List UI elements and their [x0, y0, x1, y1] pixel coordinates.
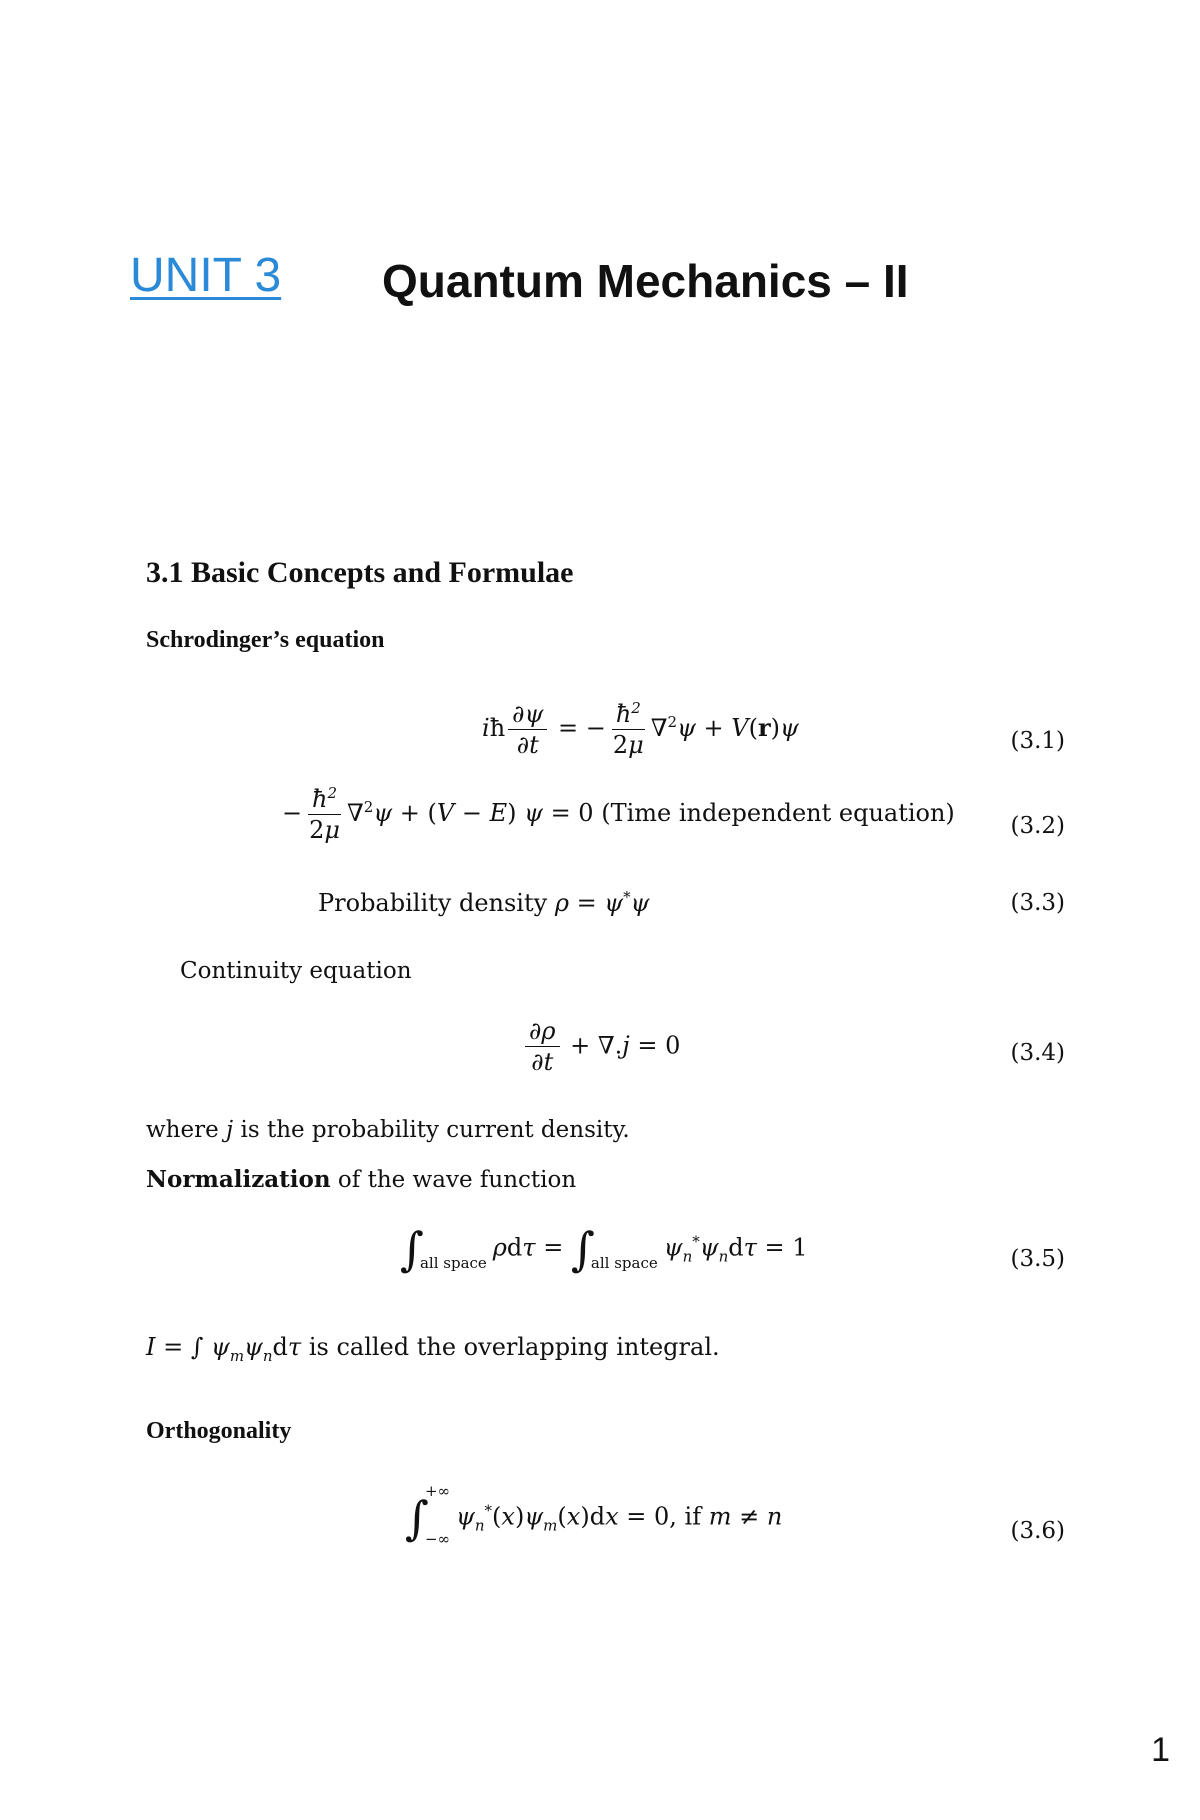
orthogonality-heading: Orthogonality [146, 1418, 292, 1444]
equation-label-3-1: (3.1) [1010, 728, 1065, 754]
unit-label-link[interactable]: UNIT 3 [130, 249, 282, 302]
equation-3-6: ∫ +∞ −∞ $\psi_n^*(x)\psi_m(x)dx = 0$, if m ≠ n [405, 1482, 783, 1548]
equation-label-3-6: (3.6) [1010, 1518, 1065, 1544]
schrodinger-heading: Schrodinger’s equation [146, 627, 385, 653]
equation-label-3-5: (3.5) [1010, 1246, 1065, 1272]
equation-label-3-4: (3.4) [1010, 1040, 1065, 1066]
normalization-heading: Normalization of the wave function [146, 1166, 577, 1193]
section-heading: 3.1 Basic Concepts and Formulae [146, 556, 574, 589]
equation-3-4: $\frac{\partial\rho}{\partial t}$ + ∇.j = 0 [522, 1018, 680, 1076]
equation-3-1: iħ $\frac{\partial\psi}{\partial t}$ = − $\frac{ħ^2}{2\mu}$ ∇$^2$ψ + V(r)ψ [482, 699, 799, 760]
continuity-heading: Continuity equation [180, 958, 412, 984]
equation-label-3-2: (3.2) [1010, 813, 1065, 839]
equation-3-3: Probability density ρ = ψ*ψ [318, 888, 650, 917]
page-number: 1 [1151, 1731, 1170, 1769]
equation-3-2: − $\frac{ħ^2}{2\mu}$ ∇$^2$ψ + (V − E) ψ = 0 (Time independent equation) [282, 784, 955, 845]
chapter-title: Quantum Mechanics – II [382, 255, 909, 307]
equation-3-3-text: Probability density [318, 889, 548, 917]
equation-label-3-3: (3.3) [1010, 890, 1065, 916]
probability-current-note: where j is the probability current density. [146, 1117, 630, 1143]
overlap-integral-note: I = ∫ $\psi_m\psi_nd\tau$ is called the overlapping integral. [146, 1333, 720, 1365]
equation-3-2-note: (Time independent equation) [601, 798, 955, 827]
equation-3-5: ∫ all space ρdτ = ∫ all space $\psi_n^*\psi_nd\tau = 1$ [400, 1222, 808, 1276]
